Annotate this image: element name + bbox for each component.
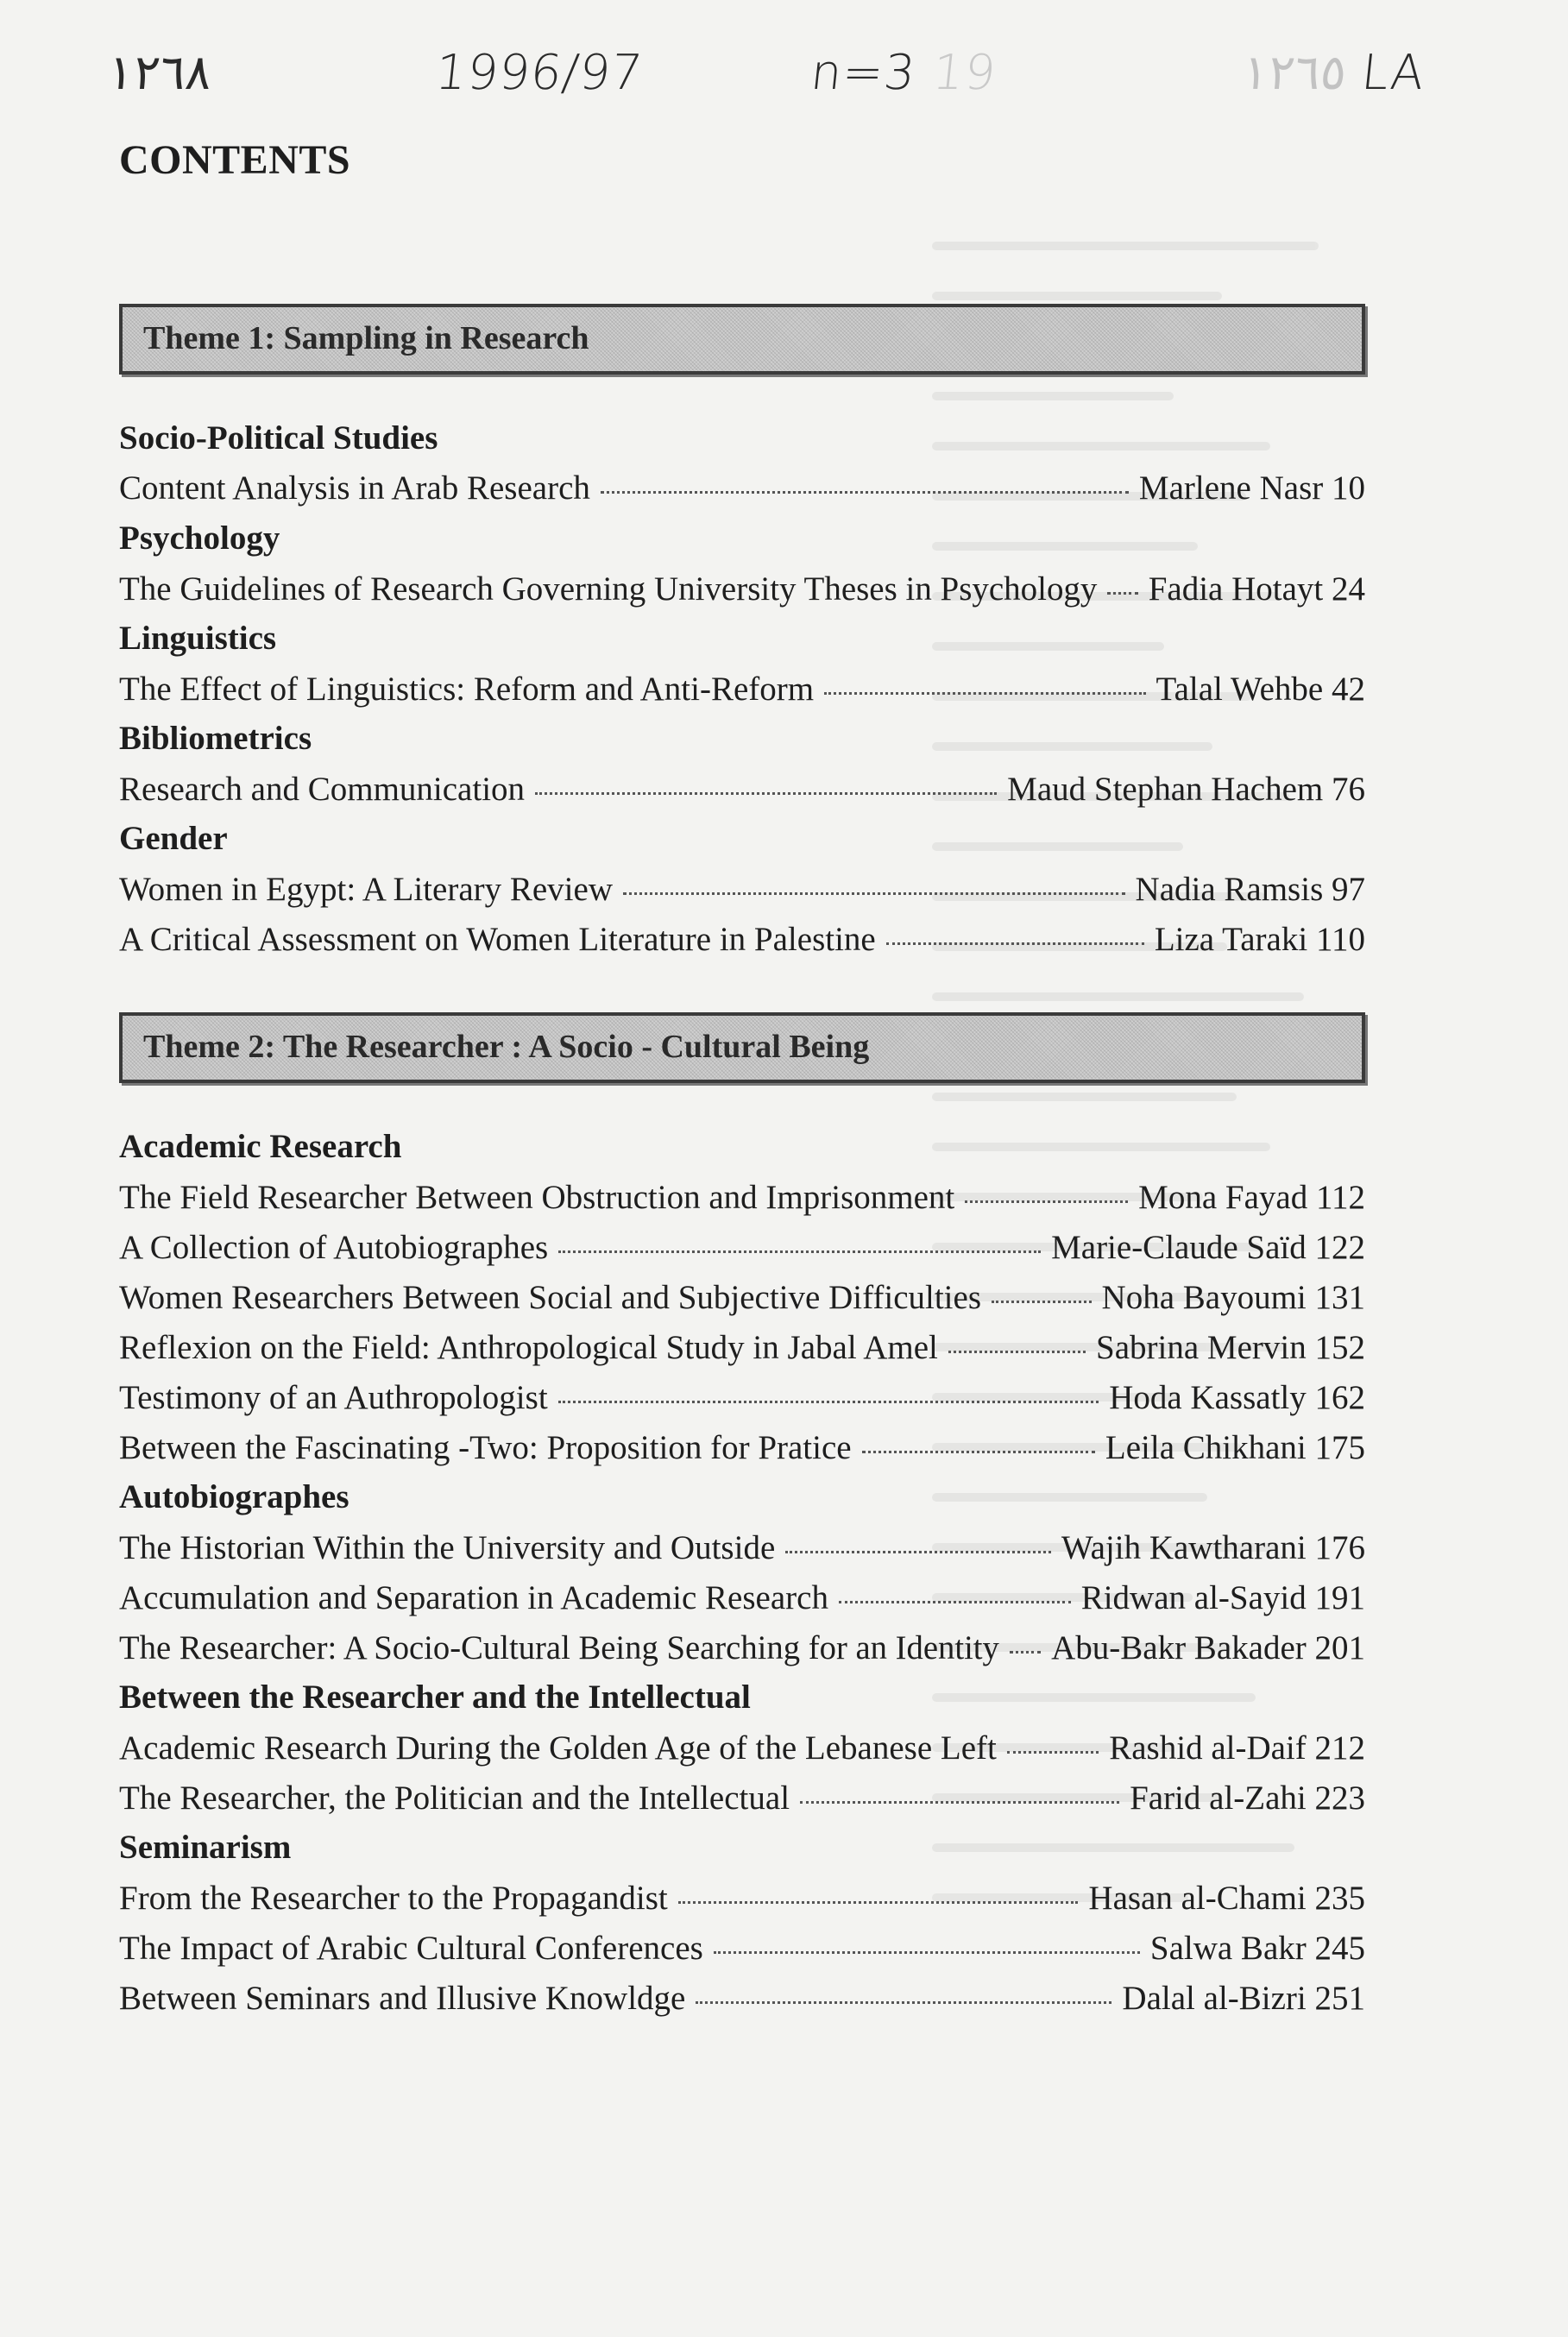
dot-leader (696, 2000, 1111, 2004)
toc-entry (119, 1779, 1365, 1822)
entry-author-page: Marie-Claude Saïd 122 (1051, 1229, 1365, 1266)
dot-leader (714, 1950, 1140, 1954)
toc-entry (119, 570, 1365, 613)
dot-leader (601, 490, 1129, 494)
toc-entry (119, 1378, 1365, 1421)
entry-title: Between Seminars and Illusive Knowldge (119, 1980, 686, 2017)
entry-title: Research and Communication (119, 771, 526, 808)
entry-title: Reflexion on the Field: Anthropological Study in Jabal Amel (119, 1329, 938, 1366)
entry-title: The Effect of Linguistics: Reform and Anti-Reform (119, 671, 815, 708)
toc-entry (119, 1729, 1365, 1772)
handwritten-note-3-text: n=3 (808, 45, 919, 101)
handwritten-note-3-faint: 19 (929, 45, 999, 101)
entry-title: Academic Research During the Golden Age of the Lebanese Left (119, 1729, 997, 1767)
entry-author-page: Rashid al-Daif 212 (1109, 1729, 1365, 1767)
entry-title: The Impact of Arabic Cultural Conferences (119, 1930, 703, 1967)
dot-leader (1010, 1650, 1041, 1654)
entry-title: The Researcher, the Politician and the Intellectual (119, 1780, 790, 1817)
entry-title: Testimony of an Authropologist (119, 1379, 548, 1416)
entry-author-page: Marlene Nasr 10 (1138, 469, 1365, 507)
toc-entry (119, 1929, 1365, 1972)
entry-title: Accumulation and Separation in Academic Research (119, 1579, 828, 1616)
theme-banner-1 (119, 304, 1365, 375)
page-title: CONTENTS (119, 137, 351, 183)
entry-author-page: Liza Taraki 110 (1154, 921, 1365, 958)
entry-title: The Field Researcher Between Obstruction and Imprisonment (119, 1179, 955, 1216)
dot-leader (839, 1600, 1071, 1603)
dot-leader (992, 1300, 1092, 1303)
dot-leader (535, 791, 997, 795)
handwritten-note-4-text: LA (1358, 45, 1428, 101)
dot-leader (862, 1450, 1095, 1453)
section-heading: Linguistics (119, 620, 277, 657)
section-heading: Bibliometrics (119, 720, 312, 757)
entry-author-page: Dalal al-Bizri 251 (1122, 1980, 1365, 2017)
entry-author-page: Maud Stephan Hachem 76 (1007, 771, 1365, 808)
toc-entry (119, 1879, 1365, 1922)
toc-entry (119, 1178, 1365, 1221)
section-heading: Gender (119, 820, 228, 857)
toc-entry (119, 1328, 1365, 1371)
dot-leader (824, 691, 1145, 695)
toc-entry (119, 1278, 1365, 1321)
toc-entry (119, 1628, 1365, 1672)
entry-title: The Guidelines of Research Governing University Theses in Psychology (119, 570, 1098, 608)
toc-entry (119, 670, 1365, 713)
entry-author-page: Abu-Bakr Bakader 201 (1051, 1629, 1365, 1666)
entry-title: The Historian Within the University and Outside (119, 1529, 776, 1566)
entry-author-page: Nadia Ramsis 97 (1135, 871, 1365, 908)
toc-entry (119, 870, 1365, 913)
section-heading: Psychology (119, 520, 280, 557)
entry-title: Content Analysis in Arab Research (119, 469, 590, 507)
entry-title: Women in Egypt: A Literary Review (119, 871, 613, 908)
dot-leader (948, 1350, 1086, 1353)
entry-author-page: Mona Fayad 112 (1138, 1179, 1365, 1216)
section-heading: Seminarism (119, 1829, 292, 1866)
section-heading: Socio-Political Studies (119, 419, 438, 457)
entry-title: Women Researchers Between Social and Subjective Difficulties (119, 1279, 981, 1316)
entry-author-page: Hoda Kassatly 162 (1109, 1379, 1365, 1416)
entry-author-page: Sabrina Mervin 152 (1096, 1329, 1365, 1366)
handwritten-note-2: 1996/97 (432, 45, 646, 101)
entry-author-page: Salwa Bakr 245 (1149, 1930, 1365, 1967)
handwritten-note-4-faint: ١٢٦٥ (1239, 45, 1350, 101)
toc-entry (119, 1979, 1365, 2022)
theme-title: Theme 1: Sampling in Research (143, 320, 589, 356)
toc-entry (119, 1228, 1365, 1271)
dot-leader (623, 891, 1125, 895)
toc-entry (119, 770, 1365, 813)
theme-title: Theme 2: The Researcher : A Socio - Cultural Being (143, 1029, 870, 1065)
dot-leader (558, 1250, 1041, 1253)
entry-author-page: Wajih Kawtharani 176 (1061, 1529, 1365, 1566)
toc-entry (119, 1428, 1365, 1471)
entry-author-page: Farid al-Zahi 223 (1130, 1780, 1365, 1817)
dot-leader (800, 1800, 1119, 1804)
dot-leader (965, 1200, 1128, 1203)
entry-title: A Collection of Autobiographes (119, 1229, 549, 1266)
dot-leader (1107, 591, 1137, 595)
toc-entry (119, 920, 1365, 963)
dot-leader (558, 1400, 1099, 1403)
section-heading: Academic Research (119, 1128, 402, 1165)
toc-entry (119, 1578, 1365, 1622)
entry-title: From the Researcher to the Propagandist (119, 1880, 668, 1917)
dot-leader (678, 1900, 1079, 1904)
section-heading: Between the Researcher and the Intellectual (119, 1679, 751, 1716)
dot-leader (785, 1550, 1051, 1553)
handwritten-note-3 (809, 45, 999, 101)
entry-title: A Critical Assessment on Women Literature in Palestine (119, 921, 876, 958)
entry-title: Between the Fascinating -Two: Proposition for Pratice (119, 1429, 852, 1466)
entry-author-page: Ridwan al-Sayid 191 (1080, 1579, 1365, 1616)
handwritten-note-4 (1240, 45, 1428, 101)
dot-leader (886, 942, 1144, 945)
entry-title: The Researcher: A Socio-Cultural Being Searching for an Identity (119, 1629, 999, 1666)
section-heading: Autobiographes (119, 1478, 349, 1515)
toc-entry (119, 469, 1365, 512)
entry-author-page: Fadia Hotayt 24 (1148, 570, 1365, 608)
dot-leader (1007, 1750, 1099, 1754)
entry-author-page: Noha Bayoumi 131 (1101, 1279, 1365, 1316)
handwritten-note-1: ١٢٦٨ (104, 45, 215, 101)
toc-entry (119, 1528, 1365, 1572)
entry-author-page: Leila Chikhani 175 (1105, 1429, 1365, 1466)
entry-author-page: Hasan al-Chami 235 (1088, 1880, 1365, 1917)
theme-banner-2 (119, 1012, 1365, 1083)
entry-author-page: Talal Wehbe 42 (1156, 671, 1365, 708)
